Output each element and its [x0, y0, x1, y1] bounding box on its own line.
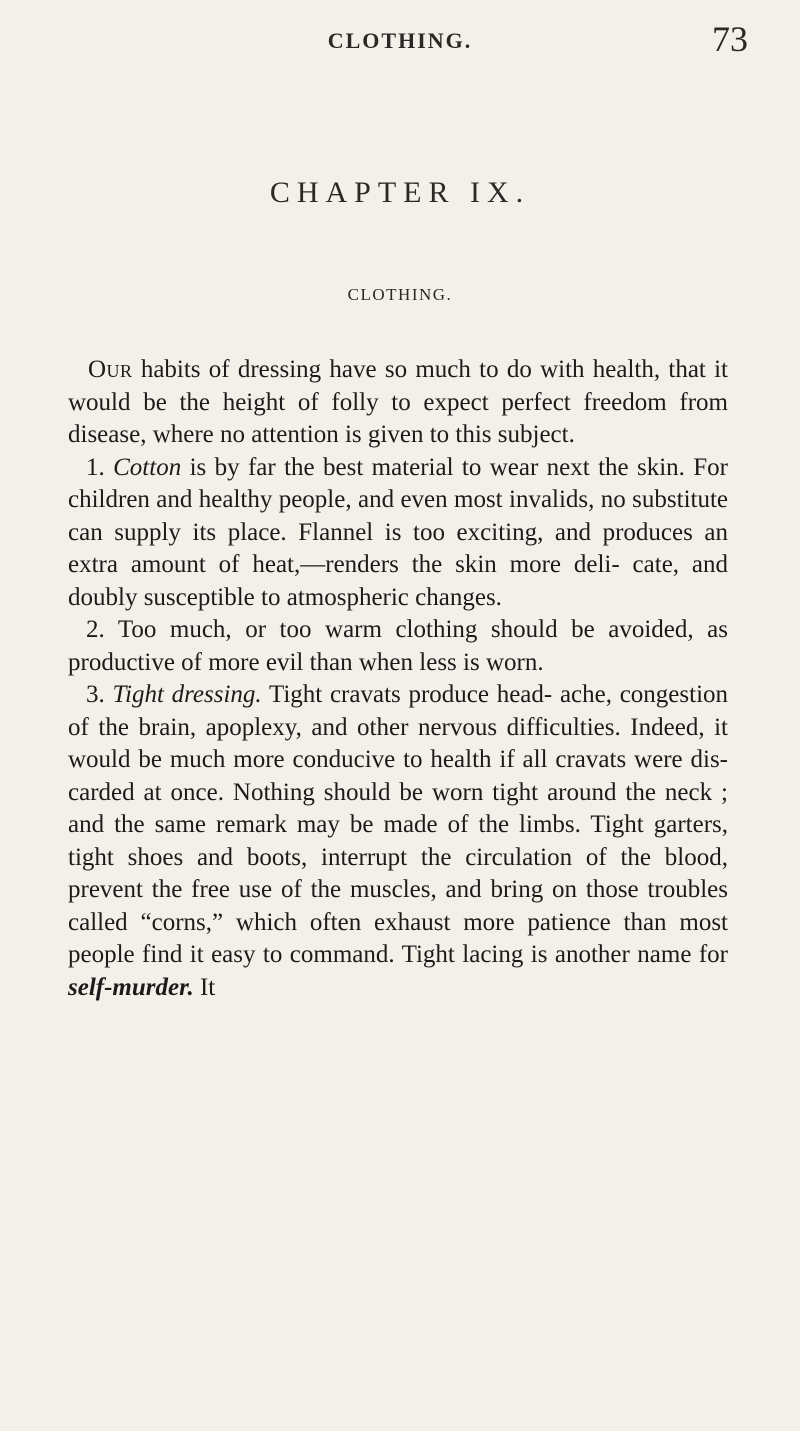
paragraph-intro [68, 354, 728, 452]
paragraph-warm-clothing [68, 614, 728, 679]
paragraph-text: Tight cravats produce head- ache, congestion of the brain, apoplexy, and other nervous difficulties. Indeed, it would be much more conducive to health if all cravats were dis- carded at once. Nothing should be worn tight around the neck ; and the same remark may be made of the limbs. Tight garters, tight shoes and boots, interrupt the circulation of the blood, prevent the free use of the muscles, and bring on those troubles called “corns,” which often exhaust more patience than most people find it easy to command. Tight lacing is another name for [68, 681, 729, 968]
body-text [68, 354, 728, 1004]
paragraph-text: Too much, or too warm clothing should be avoided, as productive of more evil than when less is worn. [68, 616, 728, 676]
paragraph-number: 3. [86, 681, 113, 708]
page-number: 73 [712, 19, 748, 59]
chapter-heading: CHAPTER IX. [269, 176, 531, 209]
lead-word: Our [88, 356, 133, 383]
paragraph-text: habits of dressing have so much to do with health, that it would be the height of folly to expect perfect freedom from disease, where no attention is given to this subject. [68, 356, 728, 448]
emphasis-text: self-murder. [68, 973, 194, 1001]
paragraph-cotton [68, 452, 728, 615]
paragraph-number: 2. [86, 616, 118, 643]
paragraph-tail: It [193, 973, 216, 1001]
paragraph-term: Tight dressing. [112, 681, 262, 708]
paragraph-text: is by far the best material to wear next the skin. For children and healthy people, and even most invalids, no substitute can supply its place. Flannel is too exciting, and produces an extra amount of heat,—renders the skin more deli- cate, and doubly susceptible to atmospheric changes. [68, 453, 729, 611]
paragraph-term: Cotton [113, 453, 182, 481]
paragraph-tight-dressing [68, 679, 728, 1004]
running-title: CLOTHING. [327, 28, 473, 53]
section-title: CLOTHING. [347, 285, 453, 304]
paragraph-number: 1. [86, 453, 114, 481]
running-head [0, 19, 800, 62]
